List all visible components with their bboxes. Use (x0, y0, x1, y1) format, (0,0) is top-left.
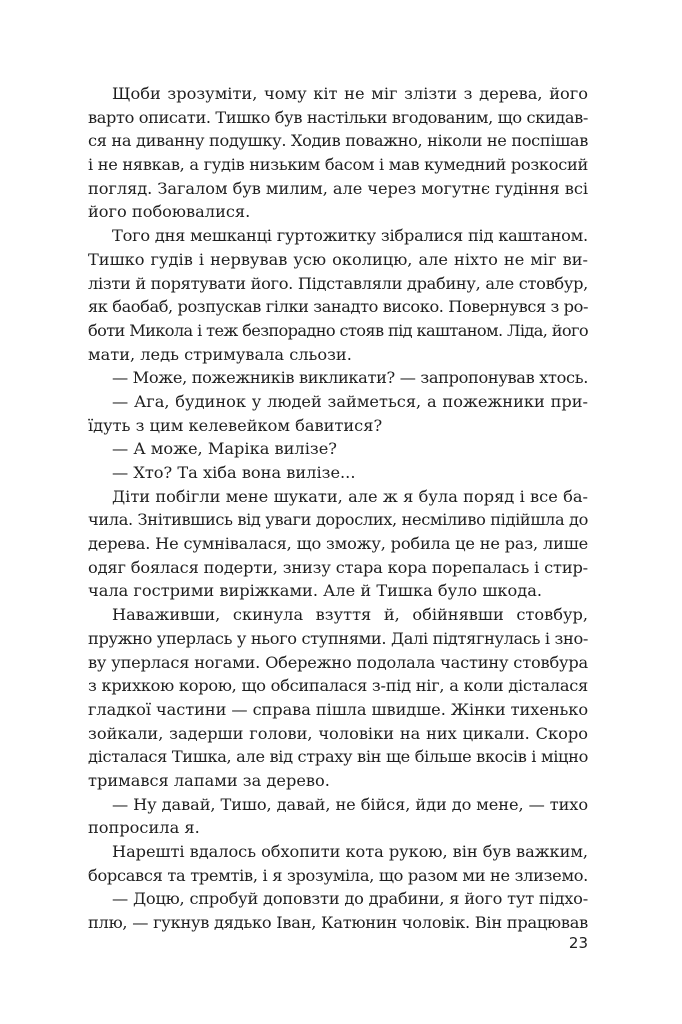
page-number: 23 (568, 934, 588, 952)
text-line: Тишко гудів і нервував усю околицю, але ніхто не міг ви- (88, 249, 588, 269)
text-line: чила. Знітившись від уваги дорослих, несміливо підійшла до (88, 510, 588, 530)
text-line: — А може, Маріка вилізе? (112, 439, 337, 459)
text-line: — Хто? Та хіба вона вилізе... (112, 463, 356, 482)
text-line: дерева. Не сумнівалася, що зможу, робила це не раз, лише (88, 534, 588, 554)
text-line: — Ага, будинок у людей займеться, а пожежники при- (112, 391, 588, 411)
text-line: одяг боялася подерти, знизу стара кора порепалась і стир- (88, 557, 588, 577)
text-line: боти Микола і теж безпорадно стояв під каштаном. Ліда, його (88, 320, 588, 340)
text-line: тримався лапами за дерево. (88, 770, 330, 790)
text-line: його побоювалися. (88, 202, 251, 222)
text-line: ву уперлася ногами. Обережно подолала частину стовбура (88, 652, 589, 672)
text-line: пружно уперлась у нього ступнями. Далі підтягнулась і зно- (88, 628, 588, 648)
text-line: їдуть з цим келевейком бавитися? (88, 415, 383, 435)
text-line: Того дня мешканці гуртожитку зібралися під каштаном. (112, 226, 588, 246)
text-line: лізти й порятувати його. Підставляли драбину, але стовбур, (88, 273, 588, 293)
text-line: гладкої частини — справа пішла швидше. Жінки тихенько (88, 699, 589, 719)
text-line: — Може, пожежників викликати? — запропонував хтось. (112, 368, 589, 388)
text-line: дісталася Тишка, але від страху він ще більше вкосів і міцно (88, 747, 588, 767)
text-line: з крихкою корою, що обсипалася з-під ніг, а коли дісталася (88, 676, 588, 696)
text-line: борсався та тремтів, і я зрозуміла, що разом ми не злиземо. (88, 865, 589, 885)
text-line: Щоби зрозуміти, чому кіт не міг злізти з дерева, його (112, 84, 588, 103)
text-line: — Доцю, спробуй доповзти до драбини, я його тут підхо- (112, 889, 589, 909)
text-line: мати, ледь стримувала сльози. (88, 344, 352, 364)
text-line: ся на диванну подушку. Ходив поважно, ніколи не поспішав (88, 131, 588, 151)
text-line: Діти побігли мене шукати, але ж я була поряд і все ба- (112, 486, 588, 506)
text-line: варто описати. Тишко був настільки вгодованим, що скидав- (88, 107, 588, 127)
text-line: плю, — гукнув дядько Іван, Катюнин чоловік. Він працював (88, 913, 589, 933)
text-line: зойкали, задерши голови, чоловіки на них цикали. Скоро (88, 723, 588, 743)
text-line: Наваживши, скинула взуття й, обійнявши стовбур, (112, 605, 588, 625)
body-text (88, 82, 588, 935)
text-line: чала гострими виріжками. Але й Тишка було шкода. (88, 581, 543, 601)
text-line: — Ну давай, Тишо, давай, не бійся, йди до мене, — тихо (112, 794, 588, 814)
text-line: і не нявкав, а гудів низьким басом і мав кумедний розкосий (88, 155, 588, 175)
text-line: попросила я. (88, 818, 200, 838)
text-line: як баобаб, розпускав гілки занадто високо. Повернувся з ро- (88, 297, 589, 317)
text-line: Нарешті вдалось обхопити кота рукою, він був важким, (112, 842, 589, 861)
text-line: погляд. Загалом був милим, але через могутнє гудіння всі (88, 178, 589, 198)
